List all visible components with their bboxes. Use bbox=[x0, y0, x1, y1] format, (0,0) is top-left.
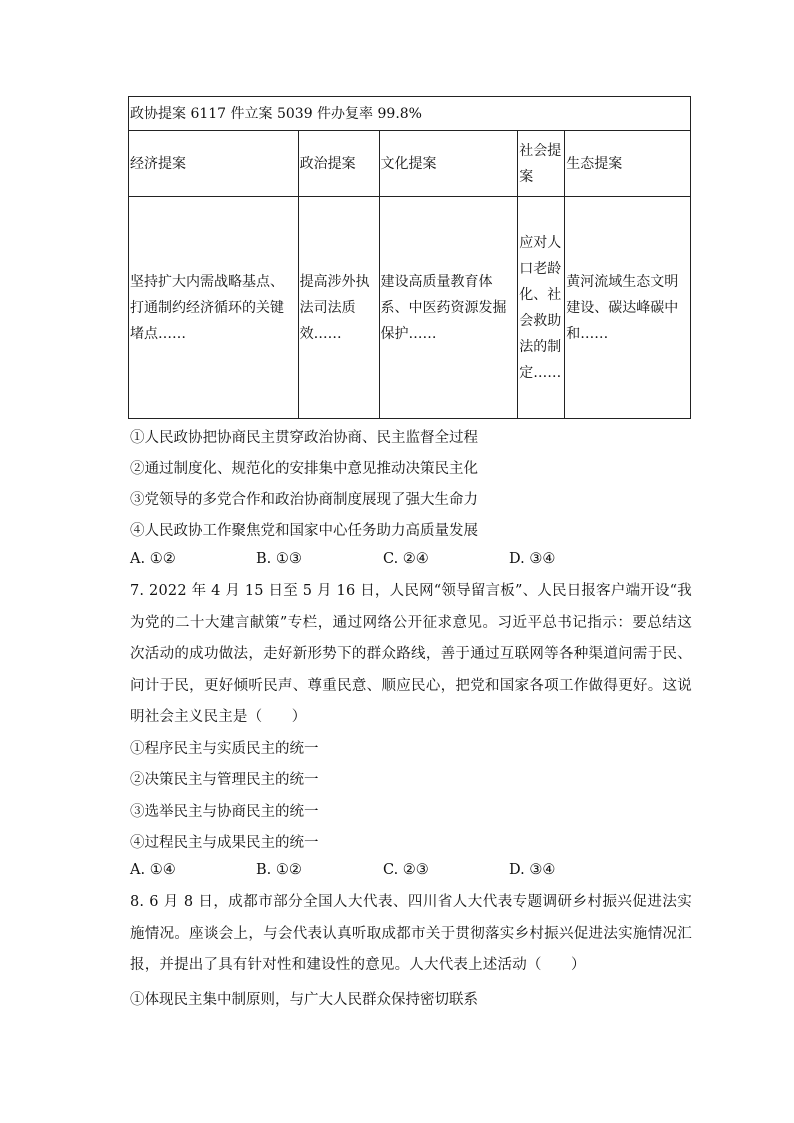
q6-option-d[interactable]: D. ③④ bbox=[509, 551, 556, 567]
q6-statement-2: ②通过制度化、规范化的安排集中意见推动决策民主化 bbox=[130, 461, 478, 477]
q6-statement-4: ④人民政协工作聚焦党和国家中心任务助力高质量发展 bbox=[130, 523, 478, 539]
proposal-table bbox=[128, 96, 691, 419]
column-ecological: 生态提案 bbox=[565, 131, 691, 197]
cell-economic: 坚持扩大内需战略基点、打通制约经济循环的关键堵点…… bbox=[129, 197, 299, 419]
cell-cultural: 建设高质量教育体系、中医药资源发掘保护…… bbox=[379, 197, 518, 419]
q7-statement-2: ②决策民主与管理民主的统一 bbox=[130, 772, 319, 788]
q8-statement-1: ①体现民主集中制原则，与广大人民群众保持密切联系 bbox=[130, 992, 478, 1008]
q7-option-d[interactable]: D. ③④ bbox=[509, 862, 556, 878]
q6-statement-1: ①人民政协把协商民主贯穿政治协商、民主监督全过程 bbox=[130, 430, 478, 446]
q7-option-c[interactable]: C. ②③ bbox=[383, 862, 429, 878]
table-header: 政协提案 6117 件立案 5039 件办复率 99.8% bbox=[129, 97, 691, 131]
q7-stem: 7. 2022 年 4 月 15 日至 5 月 16 日，人民网“领导留言板”、人民日报客户端开设“我为党的二十大建言献策”专栏，通过网络公开征求意见。习近平总书记指示：要总结这次活动的成功做法，走好新形势下的群众路线，善于通过互联网等各种渠道问需于民、问计于民，更好倾听民声、尊重民意、顺应民心，把党和国家各项工作做得更好。这说明社会主义民主是（ ） bbox=[130, 583, 692, 725]
q8-stem: 8. 6 月 8 日，成都市部分全国人大代表、四川省人大代表专题调研乡村振兴促进法实施情况。座谈会上，与会代表认真听取成都市关于贯彻落实乡村振兴促进法实施情况汇报，并提出了具有针对性和建设性的意见。人大代表上述活动（ ） bbox=[130, 894, 692, 973]
column-economic: 经济提案 bbox=[129, 131, 299, 197]
cell-social: 应对人口老龄化、社会救助法的制定…… bbox=[518, 197, 565, 419]
column-cultural: 文化提案 bbox=[379, 131, 518, 197]
q7-statement-1: ①程序民主与实质民主的统一 bbox=[130, 741, 319, 757]
q6-option-a[interactable]: A. ①② bbox=[130, 551, 176, 567]
cell-political: 提高涉外执法司法质效…… bbox=[298, 197, 379, 419]
q6-option-c[interactable]: C. ②④ bbox=[383, 551, 429, 567]
q7-option-b[interactable]: B. ①② bbox=[256, 862, 302, 878]
column-social: 社会提案 bbox=[518, 131, 565, 197]
q6-statement-3: ③党领导的多党合作和政治协商制度展现了强大生命力 bbox=[130, 492, 478, 508]
q6-option-b[interactable]: B. ①③ bbox=[256, 551, 302, 567]
q7-option-a[interactable]: A. ①④ bbox=[130, 862, 176, 878]
cell-ecological: 黄河流域生态文明建设、碳达峰碳中和…… bbox=[565, 197, 691, 419]
q7-statement-4: ④过程民主与成果民主的统一 bbox=[130, 835, 319, 851]
column-political: 政治提案 bbox=[298, 131, 379, 197]
q7-statement-3: ③选举民主与协商民主的统一 bbox=[130, 804, 319, 820]
